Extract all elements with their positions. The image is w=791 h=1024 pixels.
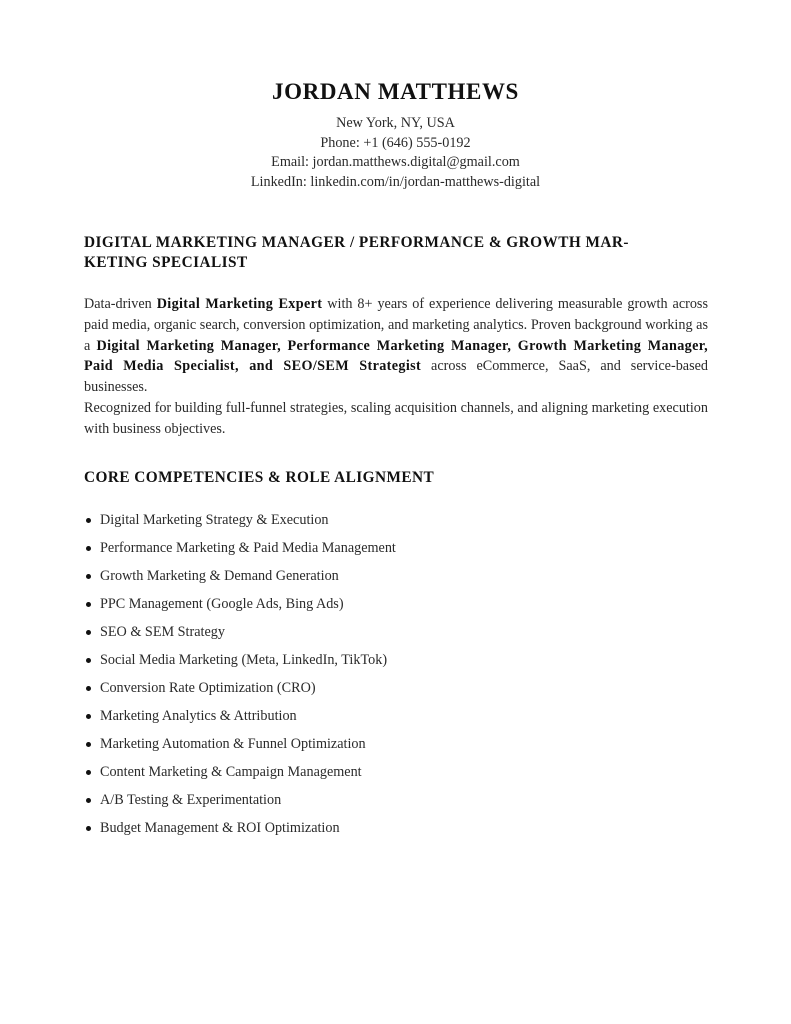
bullet-icon [86, 574, 91, 579]
competency-item [84, 650, 396, 678]
competency-label: Marketing Automation & Funnel Optimization [100, 736, 366, 752]
competency-label: Social Media Marketing (Meta, LinkedIn, TikTok) [100, 652, 388, 668]
summary-text: Data-driven [84, 296, 157, 312]
competency-item [84, 790, 396, 818]
candidate-name: JORDAN MATTHEWS [272, 79, 519, 104]
competencies-heading: CORE COMPETENCIES & ROLE ALIGNMENT [84, 469, 435, 486]
competency-label: Content Marketing & Campaign Management [100, 764, 362, 780]
bullet-icon [86, 714, 91, 719]
competency-label: Performance Marketing & Paid Media Management [100, 540, 396, 556]
bullet-icon [86, 518, 91, 523]
bullet-icon [86, 630, 91, 635]
competency-label: A/B Testing & Experimentation [100, 792, 282, 808]
bullet-icon [86, 770, 91, 775]
competency-label: Digital Marketing Strategy & Execution [100, 512, 329, 528]
competency-item [84, 734, 396, 762]
title-heading-line-2: KETING SPECIALIST [84, 253, 248, 271]
competency-item [84, 510, 396, 538]
summary-text: across eCommerce, SaaS, and service-based businesses. [84, 358, 708, 396]
bullet-icon [86, 602, 91, 607]
competency-item [84, 678, 396, 706]
competency-label: Growth Marketing & Demand Generation [100, 568, 339, 584]
phone: Phone: +1 (646) 555-0192 [320, 134, 471, 151]
location: New York, NY, USA [336, 115, 455, 131]
summary-paragraph-2: Recognized for building full-funnel strategies, scaling acquisition channels, and aligning marketing execution with business objectives. [84, 400, 708, 437]
bullet-icon [86, 686, 91, 691]
competency-item [84, 818, 396, 846]
competency-item [84, 566, 396, 594]
competency-label: SEO & SEM Strategy [100, 624, 225, 640]
bullet-icon [86, 798, 91, 803]
bullet-icon [86, 658, 91, 663]
competency-item [84, 706, 396, 734]
bullet-icon [86, 742, 91, 747]
bullet-icon [86, 826, 91, 831]
competency-item [84, 538, 396, 566]
summary-emphasis: Digital Marketing Manager, Performance Marketing Manager, Growth Marketing Manager, Paid Media Specialist, and SEO/SEM Strategist [84, 337, 708, 375]
competency-item [84, 594, 396, 622]
summary-text: with 8+ years of experience delivering measurable growth across paid media, organic search, conversion optimization, and marketing analytics. Proven background working as a [84, 296, 708, 354]
competencies-list [84, 510, 396, 846]
competency-label: Conversion Rate Optimization (CRO) [100, 680, 316, 696]
bullet-icon [86, 546, 91, 551]
resume-header [0, 78, 791, 192]
title-heading-line-1: DIGITAL MARKETING MANAGER / PERFORMANCE & GROWTH MAR- [84, 234, 629, 251]
summary-paragraph-1 [84, 294, 708, 398]
email: Email: jordan.matthews.digital@gmail.com [271, 154, 520, 170]
competency-item [84, 622, 396, 650]
linkedin: LinkedIn: linkedin.com/in/jordan-matthews-digital [250, 173, 541, 190]
competency-label: Budget Management & ROI Optimization [100, 820, 340, 836]
competency-label: Marketing Analytics & Attribution [100, 708, 297, 724]
competency-item [84, 762, 396, 790]
professional-title-heading [84, 233, 708, 272]
summary-emphasis: Digital Marketing Expert [156, 296, 323, 312]
competency-label: PPC Management (Google Ads, Bing Ads) [100, 596, 344, 612]
